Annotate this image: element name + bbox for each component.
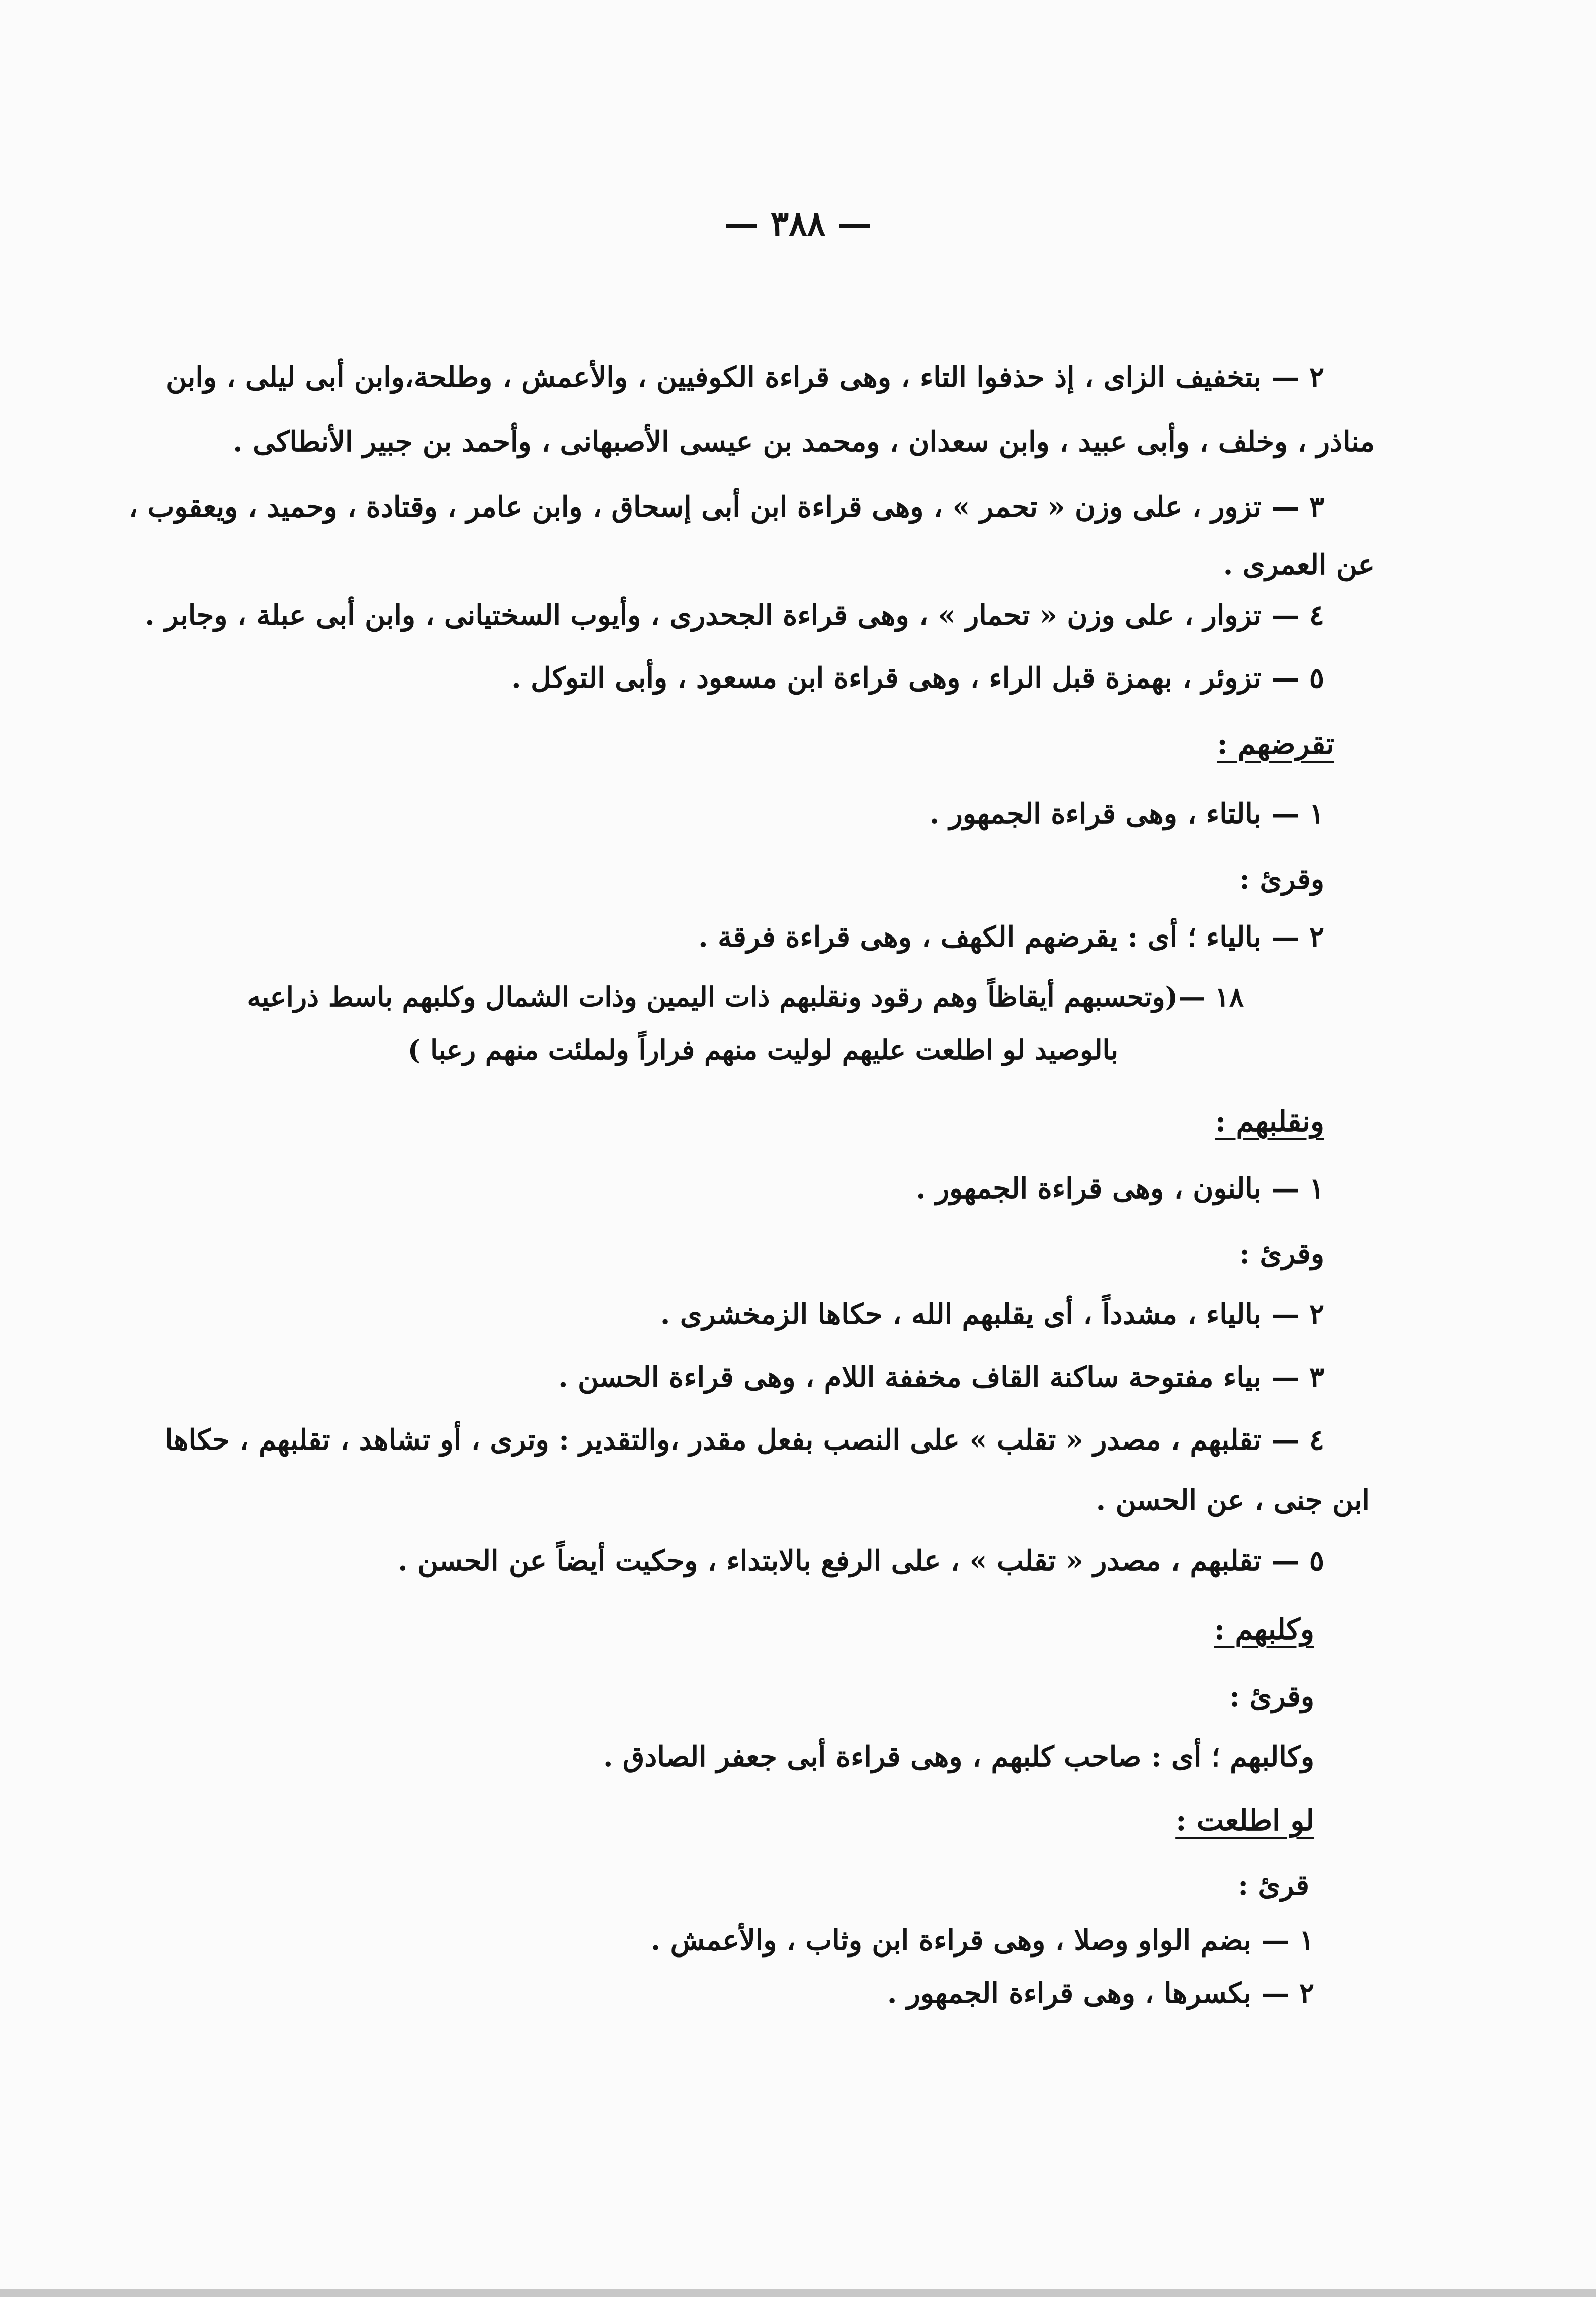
text-line: ٥ — تقلبهم ، مصدر « تقلب » ، على الرفع بالابتداء ، وحكيت أيضاً عن الحسن . bbox=[398, 1544, 1324, 1577]
text-line: ٢ — بالياء ، مشدداً ، أى يقلبهم الله ، حكاها الزمخشرى . bbox=[660, 1298, 1324, 1331]
text-line: ١ — بالنون ، وهى قراءة الجمهور . bbox=[916, 1172, 1324, 1205]
text-line: ٢ — بكسرها ، وهى قراءة الجمهور . bbox=[887, 1977, 1314, 2010]
text-line: وقرئ : bbox=[1229, 1680, 1314, 1713]
section-heading: وكلبهم : bbox=[1214, 1612, 1314, 1646]
text-line: ٢ — بتخفيف الزاى ، إذ حذفوا التاء ، وهى قراءة الكوفيين ، والأعمش ، وطلحة،وابن أبى ليلى ، وابن bbox=[166, 361, 1324, 394]
text-line: ٤ — تزوار ، على وزن « تحمار » ، وهى قراءة الجحدرى ، وأيوب السختيانى ، وابن أبى عبلة ، وجابر . bbox=[145, 599, 1324, 632]
text-line: وقرئ : bbox=[1239, 1237, 1324, 1270]
text-line: قرئ : bbox=[1238, 1868, 1309, 1902]
text-line: ٢ — بالياء ؛ أى : يقرضهم الكهف ، وهى قراءة فرقة . bbox=[698, 920, 1324, 954]
section-heading: ونقلبهم : bbox=[1215, 1104, 1324, 1138]
text-line: ١ — بضم الواو وصلا ، وهى قراءة ابن وثاب ، والأعمش . bbox=[650, 1924, 1314, 1957]
text-line: ١ — بالتاء ، وهى قراءة الجمهور . bbox=[929, 797, 1324, 830]
verse-line: بالوصيد لو اطلعت عليهم لوليت منهم فراراً ولملئت منهم رعبا ) bbox=[407, 1034, 1118, 1066]
text-line: ٣ — تزور ، على وزن « تحمر » ، وهى قراءة ابن أبى إسحاق ، وابن عامر ، وقتادة ، وحميد ، ويعقوب ، bbox=[129, 490, 1324, 524]
text-line: ٤ — تقلبهم ، مصدر « تقلب » على النصب بفعل مقدر ،والتقدير : وترى ، أو تشاهد ، تقلبهم ، حكاها bbox=[164, 1423, 1324, 1457]
text-line: وقرئ : bbox=[1239, 863, 1324, 896]
verse-line: ١٨ —(وتحسبهم أيقاظاً وهم رقود ونقلبهم ذات اليمين وذات الشمال وكلبهم باسط ذراعيه bbox=[247, 981, 1244, 1013]
section-heading: تقرضهم : bbox=[1217, 727, 1334, 761]
text-line: عن العمرى . bbox=[1223, 548, 1375, 581]
text-line: ابن جنى ، عن الحسن . bbox=[1096, 1484, 1370, 1517]
text-line: ٣ — بياء مفتوحة ساكنة القاف مخففة اللام ، وهى قراءة الحسن . bbox=[558, 1360, 1324, 1394]
page-bottom-edge bbox=[0, 2289, 1596, 2297]
text-line: ٥ — تزوئر ، بهمزة قبل الراء ، وهى قراءة ابن مسعود ، وأبى التوكل . bbox=[511, 661, 1324, 695]
text-line: وكالبهم ؛ أى : صاحب كلبهم ، وهى قراءة أبى جعفر الصادق . bbox=[603, 1740, 1314, 1773]
text-line: مناذر ، وخلف ، وأبى عبيد ، وابن سعدان ، ومحمد بن عيسى الأصبهانى ، وأحمد بن جبير الأنطاكى . bbox=[233, 425, 1375, 458]
page-number: — ٣٨٨ — bbox=[724, 204, 872, 244]
section-heading: لو اطلعت : bbox=[1175, 1803, 1314, 1837]
